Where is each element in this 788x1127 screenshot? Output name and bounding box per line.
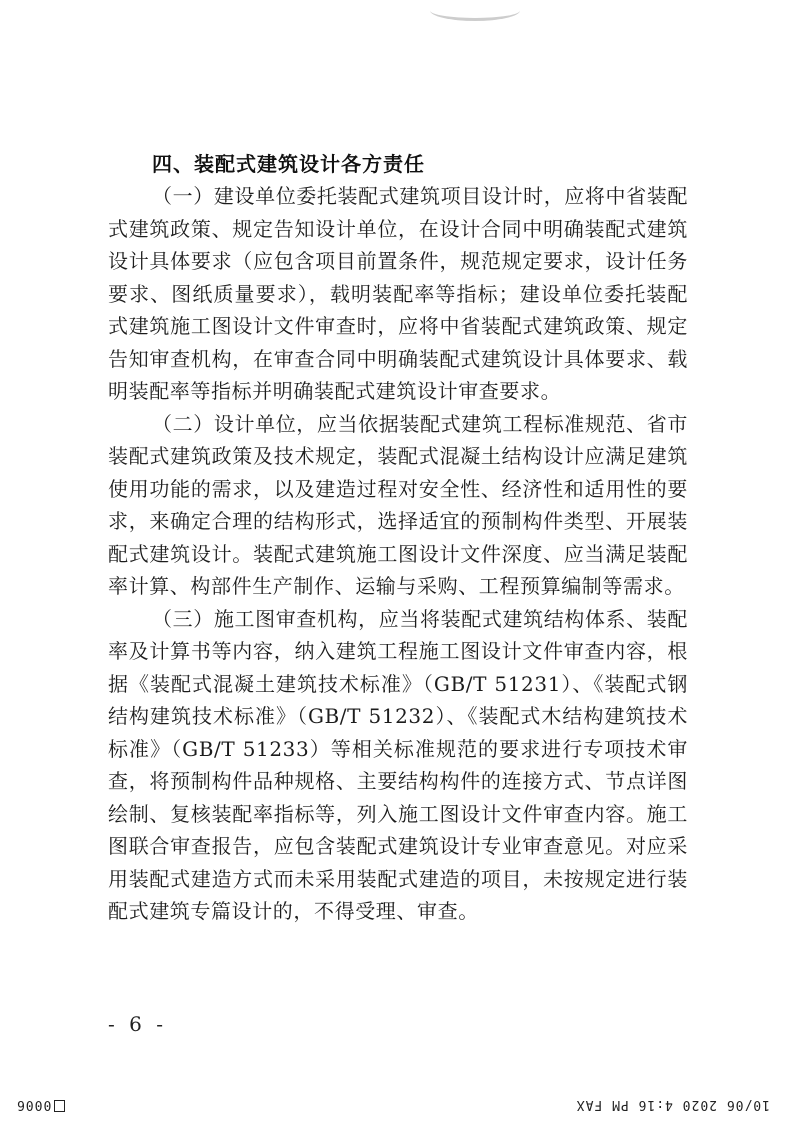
document-page (108, 148, 688, 928)
paragraph-1: （一）建设单位委托装配式建筑项目设计时，应将中省装配式建筑政策、规定告知设计单位，在设计合同中明确装配式建筑设计具体要求（应包含项目前置条件，规范规定要求，设计任务要求、图纸质量要求），载明装配率等指标；建设单位委托装配式建筑施工图设计文件审查时，应将中省装配式建筑政策、规定告知审查机构，在审查合同中明确装配式建筑设计具体要求、载明装配率等指标并明确装配式建筑设计审查要求。 (108, 184, 688, 403)
paragraph-2: （二）设计单位，应当依据装配式建筑工程标准规范、省市装配式建筑政策及技术规定，装配式混凝土结构设计应满足建筑使用功能的需求，以及建造过程对安全性、经济性和适用性的要求，来确定合理的结构形式，选择适宜的预制构件类型、开展装配式建筑设计。装配式建筑施工图设计文件深度、应当满足装配率计算、构部件生产制作、运输与采购、工程预算编制等需求。 (108, 411, 688, 598)
section-heading: 四、装配式建筑设计各方责任 (152, 152, 425, 176)
paragraph-3: （三）施工图审查机构，应当将装配式建筑结构体系、装配率及计算书等内容，纳入建筑工程施工图设计文件审查内容，根据《装配式混凝土建筑技术标准》（GB/T 51231）、《装配式钢结构建筑技术标准》（GB/T 51232）、《装配式木结构建筑技术标准》（GB/T 51233）等相关标准规范的要求进行专项技术审查，将预制构件品种规格、主要结构构件的连接方式、节点详图绘制、复核装配率指标等，列入施工图设计文件审查内容。施工图联合审查报告，应包含装配式建筑设计专业审查意见。对应采用装配式建造方式而未采用装配式建造的项目，未按规定进行装配式建筑专篇设计的，不得受理、审查。 (108, 606, 688, 923)
fax-timestamp: 10/06 2020 4:16 PM FAX (575, 1097, 770, 1112)
fax-checkbox-icon (54, 1100, 65, 1112)
fax-footer (0, 1090, 788, 1120)
page-number: - 6 - (108, 1012, 167, 1036)
fax-page-code: 0006 (16, 1097, 52, 1112)
fax-page-code-group (16, 1097, 65, 1112)
scan-artifact (430, 0, 520, 21)
